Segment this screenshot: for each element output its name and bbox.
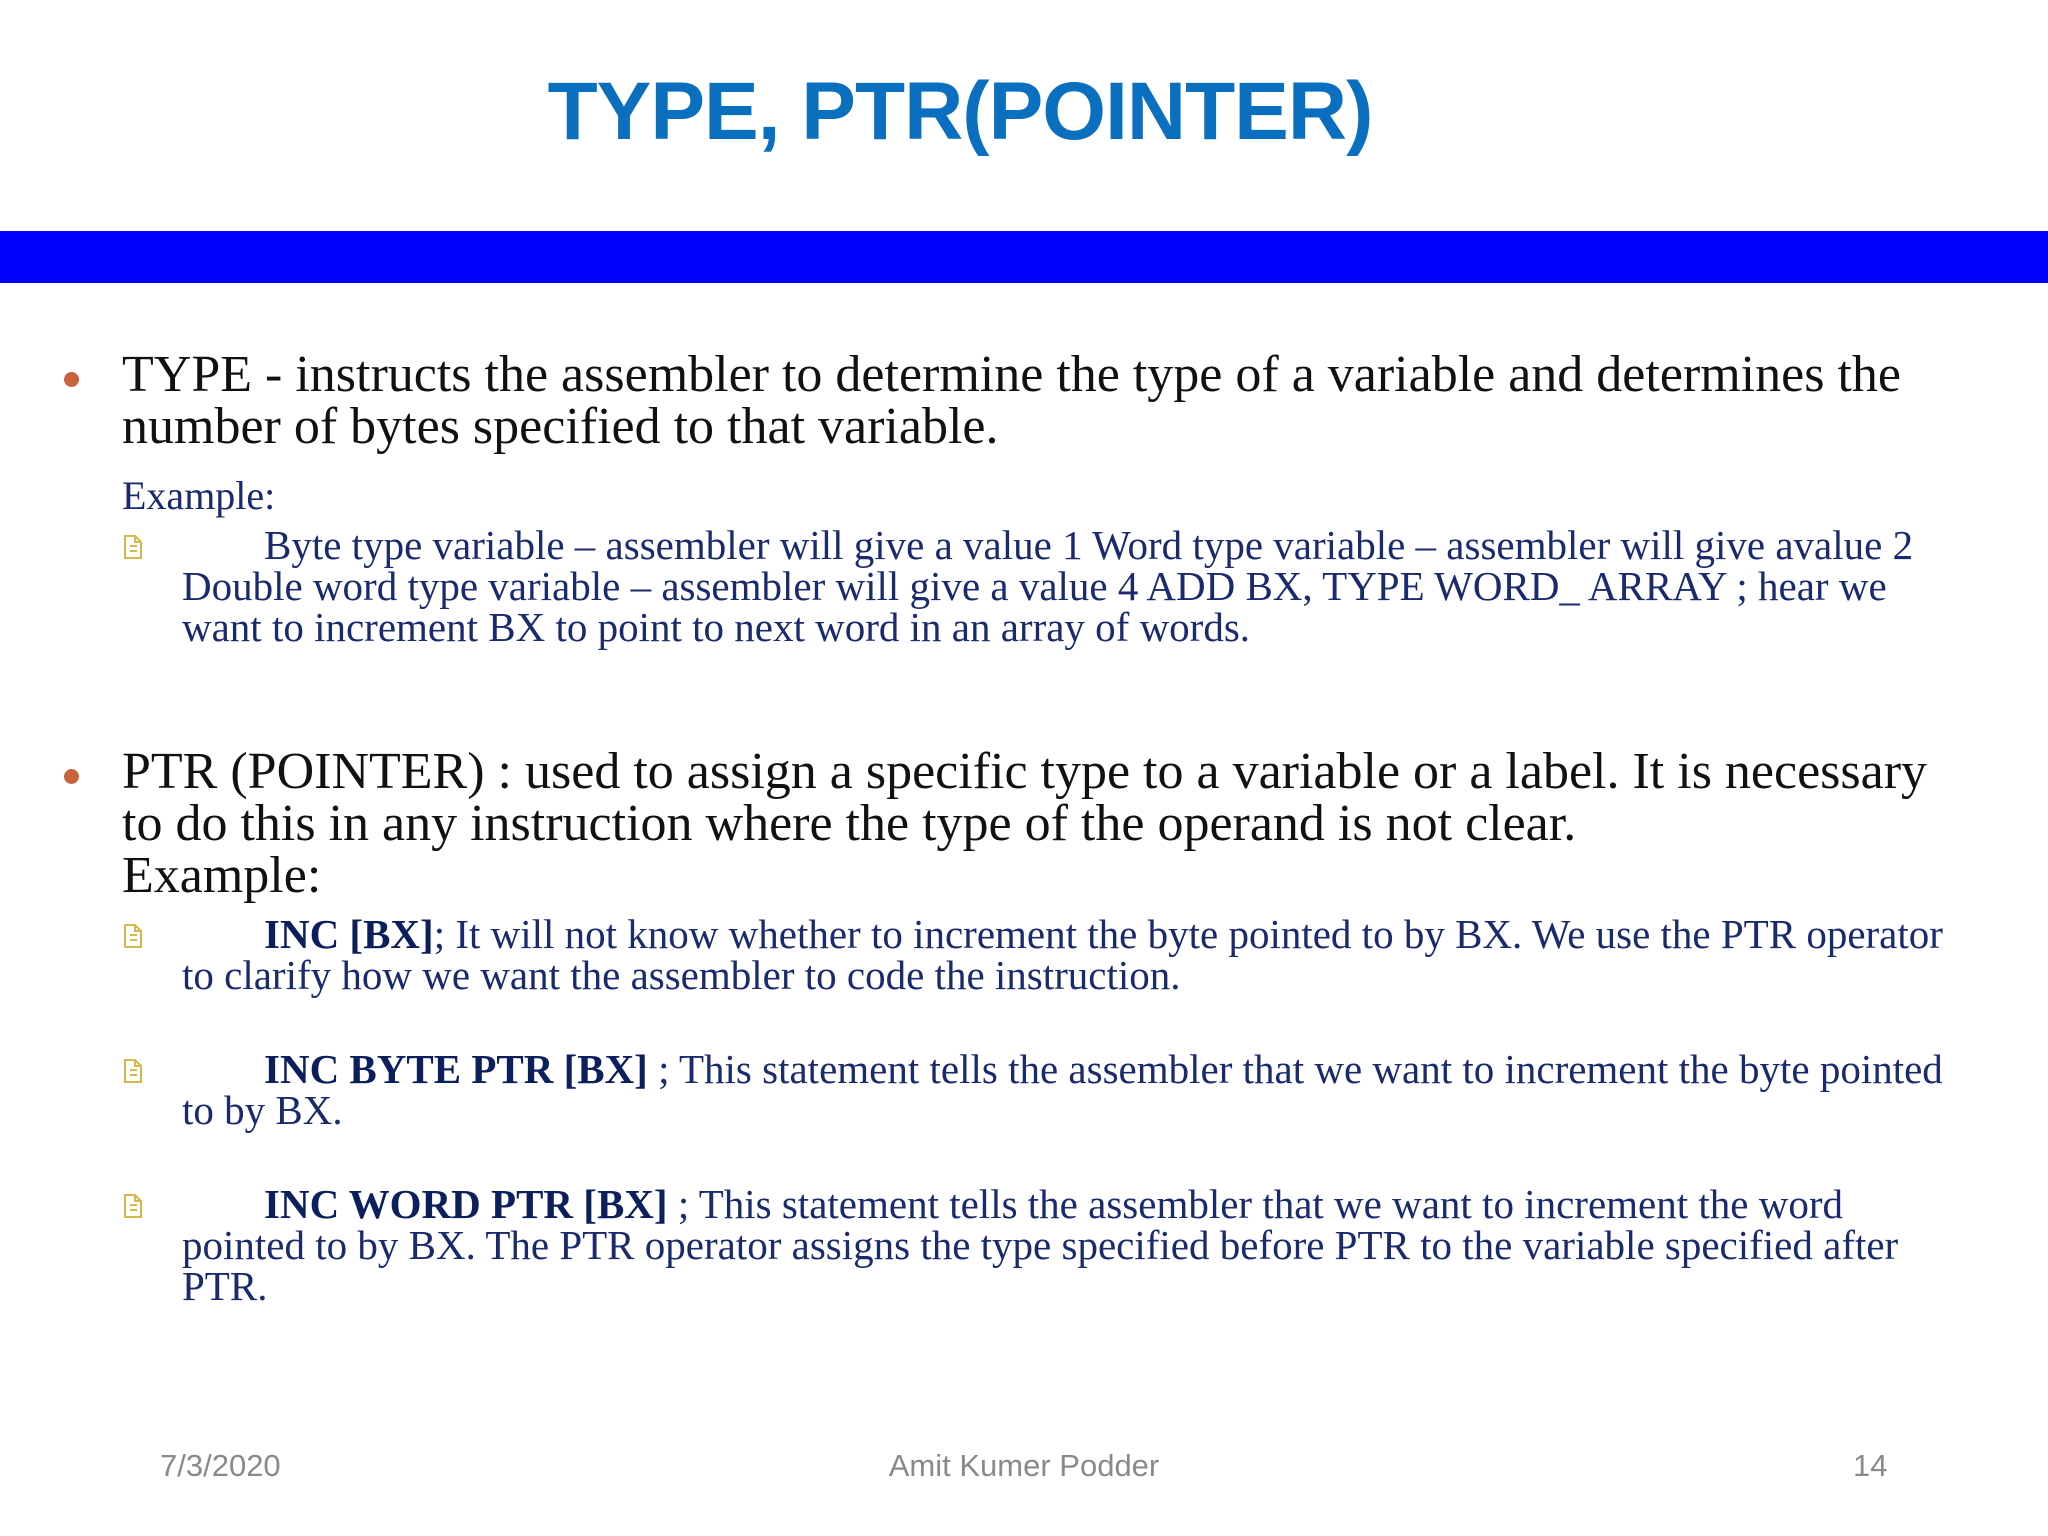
sub-list-item bbox=[182, 911, 1962, 998]
example-label: Example: bbox=[122, 847, 322, 904]
document-sub-bullet-icon bbox=[122, 533, 144, 561]
sub-item-code: INC [BX] bbox=[264, 911, 434, 957]
title-divider-bar bbox=[0, 231, 2048, 283]
sub-list-item bbox=[182, 1181, 1962, 1309]
sub-list-item bbox=[182, 522, 1962, 650]
document-sub-bullet-icon bbox=[122, 1192, 144, 1220]
bullet-text: TYPE - instructs the assembler to determine the type of a variable and determines the number of bytes specified to that variable. bbox=[122, 346, 1901, 455]
sub-item-text: ; It will not know whether to increment the byte pointed to by BX. We use the PTR operator to clarify how we want the assembler to code the instruction. bbox=[182, 911, 1943, 998]
round-bullet-icon bbox=[64, 372, 79, 387]
slide-title: TYPE, PTR(POINTER) bbox=[547, 66, 1373, 157]
example-label: Example: bbox=[122, 473, 276, 518]
footer-author: Amit Kumer Podder bbox=[888, 1448, 1160, 1483]
sub-item-code: INC WORD PTR [BX] bbox=[264, 1181, 668, 1227]
document-sub-bullet-icon bbox=[122, 922, 144, 950]
sub-item-text: ; This statement tells the assembler that we want to increment the word pointed to by BX. The PTR operator assigns the type specified before PTR to the variable specified after PTR. bbox=[182, 1181, 1899, 1309]
sub-list-item bbox=[182, 1046, 1962, 1133]
bullet-item-ptr bbox=[122, 743, 1962, 1309]
bullet-text: PTR (POINTER) : used to assign a specific type to a variable or a label. It is necessary to do this in any instruction where the type of the operand is not clear. bbox=[122, 743, 1928, 852]
document-sub-bullet-icon bbox=[122, 1057, 144, 1085]
footer-date: 7/3/2020 bbox=[160, 1448, 281, 1483]
sub-item-text: Byte type variable – assembler will give a value 1 Word type variable – assembler will give avalue 2 Double word type variable – assembler will give a value 4 ADD BX, TYPE WORD_ ARRAY ; hear we want to increment BX to point to next word in an array of words. bbox=[182, 522, 1914, 650]
sub-item-code: INC BYTE PTR [BX] bbox=[264, 1046, 648, 1092]
sub-item-text: ; This statement tells the assembler that we want to increment the byte pointed to by BX. bbox=[182, 1046, 1943, 1133]
round-bullet-icon bbox=[64, 769, 79, 784]
footer-page-number: 14 bbox=[1853, 1448, 1888, 1483]
bullet-item-type bbox=[122, 346, 1962, 650]
